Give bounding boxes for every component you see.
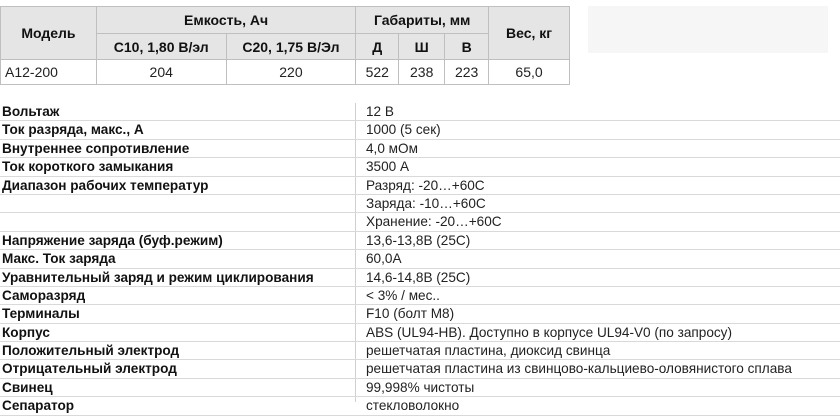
cell-height: 223 — [445, 60, 489, 85]
spec-label: Внутреннее сопротивление — [2, 140, 190, 156]
spec-label: Ток короткого замыкания — [2, 159, 174, 175]
spec-row — [0, 397, 840, 415]
spec-value: F10 (болт М8) — [366, 306, 455, 322]
header-width: Ш — [399, 34, 445, 60]
spec-row — [0, 213, 840, 231]
spec-value: Заряда: -10…+60С — [366, 195, 486, 211]
spec-value: решетчатая пластина, диоксид свинца — [366, 343, 611, 359]
spec-value: 4,0 мОм — [366, 140, 418, 156]
header-c20: C20, 1,75 В/Эл — [226, 34, 356, 60]
spec-value: 1000 (5 сек) — [366, 122, 441, 138]
spec-row — [0, 379, 840, 397]
header-dimensions: Габариты, мм — [356, 7, 489, 34]
spec-label: Диапазон рабочих температур — [2, 177, 209, 193]
spec-label: Напряжение заряда (буф.режим) — [2, 232, 223, 248]
spec-row — [0, 250, 840, 268]
spec-row — [0, 269, 840, 287]
spec-row — [0, 177, 840, 195]
spec-row — [0, 232, 840, 250]
spec-row — [0, 103, 840, 121]
spec-value: 99,998% чистоты — [366, 379, 475, 395]
spec-label: Ток разряда, макс., А — [2, 122, 144, 138]
spec-row — [0, 324, 840, 342]
spec-value: 12 В — [366, 104, 394, 119]
spec-value: Хранение: -20…+60С — [366, 214, 502, 230]
spec-value: < 3% / мес.. — [366, 287, 440, 303]
spec-row — [0, 195, 840, 213]
spec-label: Сепаратор — [2, 398, 75, 414]
spec-row — [0, 360, 840, 378]
cell-c10: 204 — [96, 60, 226, 85]
spec-label: Уравнительный заряд и режим циклирования — [2, 269, 314, 285]
cell-weight: 65,0 — [489, 60, 570, 85]
spec-row — [0, 158, 840, 176]
spec-value: стекловолокно — [366, 398, 460, 414]
spec-value: ABS (UL94-HB). Доступно в корпусе UL94-V0 (по запросу) — [366, 324, 732, 340]
spec-label: Свинец — [2, 379, 53, 395]
spec-row — [0, 287, 840, 305]
header-c10: C10, 1,80 В/эл — [96, 34, 226, 60]
battery-summary-table — [0, 6, 570, 85]
spec-row — [0, 140, 840, 158]
spec-label: Терминалы — [2, 306, 80, 322]
header-weight: Вес, кг — [489, 7, 570, 60]
spec-value: 13,6-13,8В (25С) — [366, 232, 471, 248]
cell-length: 522 — [356, 60, 399, 85]
cell-width: 238 — [399, 60, 445, 85]
spec-value: 60,0А — [366, 251, 402, 267]
header-length: Д — [356, 34, 399, 60]
spec-label: Корпус — [2, 324, 50, 340]
cell-c20: 220 — [226, 60, 356, 85]
faded-background-block — [588, 6, 828, 53]
spec-label: Саморазряд — [2, 287, 86, 303]
spec-value: Разряд: -20…+60С — [366, 177, 485, 193]
spec-label: Отрицательный электрод — [2, 361, 177, 377]
spec-value: 14,6-14,8В (25С) — [366, 269, 471, 285]
spec-label: Макс. Ток заряда — [2, 251, 116, 267]
table-row — [1, 60, 570, 85]
header-height: В — [445, 34, 489, 60]
spec-list — [0, 103, 840, 416]
spec-row — [0, 121, 840, 139]
spec-label: Положительный электрод — [2, 343, 180, 359]
header-model: Модель — [1, 7, 97, 60]
cell-model: A12-200 — [1, 60, 97, 85]
spec-row — [0, 305, 840, 323]
spec-value: 3500 А — [366, 159, 410, 175]
spec-row — [0, 342, 840, 360]
spec-label: Вольтаж — [2, 104, 60, 119]
header-capacity: Емкость, Ач — [96, 7, 355, 34]
spec-value: решетчатая пластина из свинцово-кальциево-оловянистого сплава — [366, 361, 792, 377]
